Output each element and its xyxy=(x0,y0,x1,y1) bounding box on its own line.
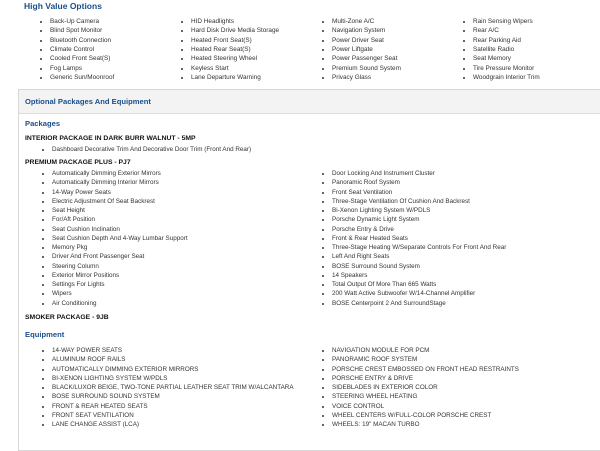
list-item: • BOSE Surround Sound System xyxy=(332,262,506,271)
list-item: • BOSE SURROUND SOUND SYSTEM xyxy=(52,392,294,401)
list-item: • Wipers xyxy=(52,289,188,298)
optional-packages-header xyxy=(19,90,600,114)
list-item: • HID Headlights xyxy=(191,17,322,26)
list-item: • Privacy Glass xyxy=(332,73,463,82)
package-premium-right-list xyxy=(322,169,506,308)
list-item: • Keyless Start xyxy=(191,64,322,73)
list-item: • Exterior Mirror Positions xyxy=(52,271,188,280)
list-item: • Climate Control xyxy=(50,45,181,54)
list-item: • Premium Sound System xyxy=(332,64,463,73)
package-title-premium: PREMIUM PACKAGE PLUS - PJ7 xyxy=(25,159,131,166)
high-value-column-3 xyxy=(322,17,463,82)
optional-packages-panel xyxy=(18,89,600,451)
list-item: • Satellite Radio xyxy=(473,45,593,54)
list-item: • 14 Speakers xyxy=(332,271,506,280)
list-item: • Rain Sensing Wipers xyxy=(473,17,593,26)
list-item: • Three-Stage Heating W/Separate Controls For Front And Rear xyxy=(332,243,506,252)
list-item: • Heated Rear Seat(S) xyxy=(191,45,322,54)
optional-packages-title: Optional Packages And Equipment xyxy=(25,97,151,106)
high-value-column-4 xyxy=(463,17,593,82)
list-item: • WHEELS: 19" MACAN TURBO xyxy=(332,420,519,429)
list-item: • Heated Steering Wheel xyxy=(191,54,322,63)
list-item: • Blind Spot Monitor xyxy=(50,26,181,35)
list-item: • BOSE Centerpoint 2 And SurroundStage xyxy=(332,299,506,308)
list-item: • Seat Memory xyxy=(473,54,593,63)
list-item: • Hard Disk Drive Media Storage xyxy=(191,26,322,35)
packages-heading: Packages xyxy=(25,119,61,128)
list-item: • Porsche Entry & Drive xyxy=(332,225,506,234)
list-item: • For/Aft Position xyxy=(52,215,188,224)
list-item: • FRONT & REAR HEATED SEATS xyxy=(52,402,294,411)
list-item: • AUTOMATICALLY DIMMING EXTERIOR MIRRORS xyxy=(52,365,294,374)
list-item: • PORSCHE CREST EMBOSSED ON FRONT HEAD RESTRAINTS xyxy=(332,365,519,374)
high-value-column-1 xyxy=(40,17,181,82)
list-item: • Rear A/C xyxy=(473,26,593,35)
list-item: • Three-Stage Ventilation Of Cushion And Backrest xyxy=(332,197,506,206)
list-item: • Electric Adjustment Of Seat Backrest xyxy=(52,197,188,206)
list-item: • 200 Watt Active Subwoofer W/14-Channel Amplifier xyxy=(332,289,506,298)
list-item: • SIDEBLADES IN EXTERIOR COLOR xyxy=(332,383,519,392)
list-item: • ALUMINUM ROOF RAILS xyxy=(52,355,294,364)
list-item: • Automatically Dimming Exterior Mirrors xyxy=(52,169,188,178)
list-item: • VOICE CONTROL xyxy=(332,402,519,411)
list-item: • Automatically Dimming Interior Mirrors xyxy=(52,178,188,187)
list-item: • BI-XENON LIGHTING SYSTEM W/PDLS xyxy=(52,374,294,383)
list-item: • Total Output Of More Than 665 Watts xyxy=(332,280,506,289)
list-item: • Driver And Front Passenger Seat xyxy=(52,252,188,261)
list-item: • Left And Right Seats xyxy=(332,252,506,261)
list-item: • Seat Cushion Depth And 4-Way Lumbar Support xyxy=(52,234,188,243)
list-item: • Woodgrain Interior Trim xyxy=(473,73,593,82)
list-item: • Navigation System xyxy=(332,26,463,35)
list-item: • Seat Cushion Inclination xyxy=(52,225,188,234)
list-item: • Cooled Front Seat(S) xyxy=(50,54,181,63)
list-item: • Fog Lamps xyxy=(50,64,181,73)
high-value-columns xyxy=(40,17,600,82)
list-item: • Generic Sun/Moonroof xyxy=(50,73,181,82)
list-item: • Rear Parking Aid xyxy=(473,36,593,45)
package-interior-list xyxy=(42,145,251,154)
list-item: • Dashboard Decorative Trim And Decorative Door Trim (Front And Rear) xyxy=(52,145,251,154)
high-value-column-2 xyxy=(181,17,322,82)
list-item: • NAVIGATION MODULE FOR PCM xyxy=(332,346,519,355)
equipment-right-list xyxy=(322,346,519,429)
list-item: • STEERING WHEEL HEATING xyxy=(332,392,519,401)
list-item: • Bluetooth Connection xyxy=(50,36,181,45)
package-title-interior: INTERIOR PACKAGE IN DARK BURR WALNUT - 5MP xyxy=(25,135,196,142)
high-value-title: High Value Options xyxy=(24,1,102,11)
list-item: • Front Seat Ventilation xyxy=(332,188,506,197)
equipment-heading: Equipment xyxy=(25,330,65,339)
list-item: • Door Locking And Instrument Cluster xyxy=(332,169,506,178)
list-item: • 14-WAY POWER SEATS xyxy=(52,346,294,355)
package-premium-left-list xyxy=(42,169,188,308)
list-item: • Power Passenger Seat xyxy=(332,54,463,63)
list-item: • BLACK/LUXOR BEIGE, TWO-TONE PARTIAL LEATHER SEAT TRIM W/ALCANTARA xyxy=(52,383,294,392)
list-item: • Tire Pressure Monitor xyxy=(473,64,593,73)
list-item: • PANORAMIC ROOF SYSTEM xyxy=(332,355,519,364)
list-item: • Power Driver Seat xyxy=(332,36,463,45)
list-item: • Memory Pkg xyxy=(52,243,188,252)
list-item: • Air Conditioning xyxy=(52,299,188,308)
list-item: • Steering Column xyxy=(52,262,188,271)
equipment-left-list xyxy=(42,346,294,429)
list-item: • 14-Way Power Seats xyxy=(52,188,188,197)
list-item: • Power Liftgate xyxy=(332,45,463,54)
list-item: • Bi-Xenon Lighting System W/PDLS xyxy=(332,206,506,215)
list-item: • Multi-Zone A/C xyxy=(332,17,463,26)
list-item: • Settings For Lights xyxy=(52,280,188,289)
list-item: • WHEEL CENTERS W/FULL-COLOR PORSCHE CREST xyxy=(332,411,519,420)
package-title-smoker: SMOKER PACKAGE - 9JB xyxy=(25,314,109,321)
list-item: • FRONT SEAT VENTILATION xyxy=(52,411,294,420)
list-item: • Front & Rear Heated Seats xyxy=(332,234,506,243)
list-item: • LANE CHANGE ASSIST (LCA) xyxy=(52,420,294,429)
list-item: • Seat Height xyxy=(52,206,188,215)
list-item: • PORSCHE ENTRY & DRIVE xyxy=(332,374,519,383)
list-item: • Back-Up Camera xyxy=(50,17,181,26)
list-item: • Porsche Dynamic Light System xyxy=(332,215,506,224)
list-item: • Lane Departure Warning xyxy=(191,73,322,82)
list-item: • Heated Front Seat(S) xyxy=(191,36,322,45)
list-item: • Panoramic Roof System xyxy=(332,178,506,187)
